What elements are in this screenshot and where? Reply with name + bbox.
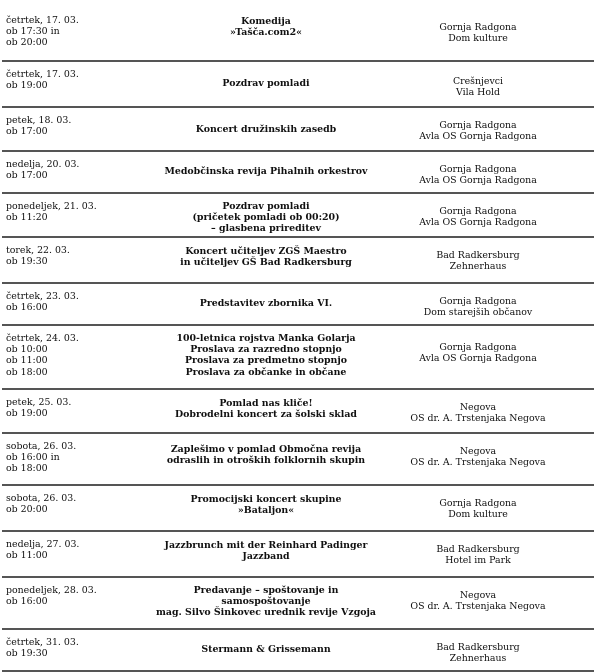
event-datetime: [6, 637, 79, 659]
event-title-line: Jazzbrunch mit der Reinhard Padinger: [164, 540, 368, 551]
venue-town: Negova: [459, 402, 497, 413]
event-time: ob 20:00: [6, 37, 48, 49]
event-date: nedelja, 27. 03.: [6, 539, 80, 550]
event-title-line: Pozdrav pomladi: [222, 78, 310, 89]
venue-place: Avla OS Gornja Radgona: [419, 217, 537, 229]
event-datetime: [6, 115, 71, 137]
event-row: [2, 14, 594, 62]
event-row: [2, 636, 594, 672]
event-date: nedelja, 20. 03.: [6, 159, 80, 170]
venue-town: Gornja Radgona: [439, 120, 517, 131]
event-datetime: [6, 291, 79, 313]
event-venue: [364, 402, 592, 424]
event-row: [2, 396, 594, 434]
event-row: [2, 290, 594, 326]
event-title-line: in učiteljev GŠ Bad Radkersburg: [180, 257, 352, 269]
event-title: [136, 124, 396, 135]
event-time: ob 17:00: [6, 170, 48, 182]
event-datetime: [6, 201, 97, 223]
event-time: ob 18:00: [6, 366, 48, 378]
event-title: [136, 540, 396, 562]
event-title: [136, 246, 396, 268]
event-venue: [364, 342, 592, 364]
event-time: ob 17:30 in: [6, 26, 60, 38]
event-title-line: odraslih in otroških folklornih skupin: [166, 455, 366, 467]
event-time: ob 11:00: [6, 355, 48, 367]
venue-town: Negova: [459, 590, 497, 601]
venue-town: Negova: [459, 446, 497, 457]
event-venue: [364, 544, 592, 566]
event-title-line: Promocijski koncert skupine: [190, 494, 342, 505]
event-date: četrtek, 17. 03.: [6, 15, 79, 26]
event-datetime: [6, 585, 97, 607]
event-title-line: 100-letnica rojstva Manka Golarja: [176, 333, 356, 344]
event-title-line: Medobčinska revija Pihalnih orkestrov: [164, 166, 368, 177]
event-time: ob 20:00: [6, 504, 48, 516]
event-venue: [364, 642, 592, 664]
event-row: [2, 158, 594, 194]
event-title: [136, 298, 396, 309]
venue-place: Zehnerhaus: [449, 653, 507, 665]
venue-place: Vila Hold: [456, 87, 500, 99]
event-title-line: Stermann & Grissemann: [201, 644, 331, 655]
venue-town: Gornja Radgona: [439, 206, 517, 217]
event-date: sobota, 26. 03.: [6, 441, 77, 452]
event-time: ob 16:00: [6, 302, 48, 314]
event-title-line: (pričetek pomladi ob 00:20): [192, 212, 340, 224]
event-time: ob 10:00: [6, 344, 48, 356]
event-title-line: Predavanje – spoštovanje in: [193, 585, 339, 596]
venue-place: OS dr. A. Trstenjaka Negova: [410, 413, 546, 425]
venue-place: OS dr. A. Trstenjaka Negova: [410, 601, 546, 613]
venue-town: Gornja Radgona: [439, 22, 517, 33]
event-time: ob 17:00: [6, 126, 48, 138]
event-title-line: Dobrodelni koncert za šolski sklad: [175, 409, 357, 421]
event-title-line: Komedija: [241, 16, 291, 27]
event-datetime: [6, 159, 79, 181]
event-row: [2, 244, 594, 284]
event-row: [2, 584, 594, 630]
venue-place: Zehnerhaus: [449, 261, 507, 273]
event-date: ponedeljek, 21. 03.: [6, 201, 97, 212]
event-venue: [364, 76, 592, 98]
event-row: [2, 114, 594, 152]
event-title: [136, 444, 396, 466]
event-title-line: »Tašča.com2«: [230, 27, 302, 39]
event-date: ponedeljek, 28. 03.: [6, 585, 97, 596]
event-date: četrtek, 23. 03.: [6, 291, 79, 302]
event-title-line: Koncert učiteljev ZGŠ Maestro: [185, 246, 347, 257]
event-venue: [364, 250, 592, 272]
event-time: ob 19:00: [6, 408, 48, 420]
venue-town: Gornja Radgona: [439, 296, 517, 307]
event-datetime: [6, 397, 71, 419]
venue-place: Avla OS Gornja Radgona: [419, 353, 537, 365]
event-title-line: – glasbena prireditev: [211, 223, 321, 235]
venue-town: Crešnjevci: [452, 76, 504, 87]
event-venue: [364, 498, 592, 520]
event-date: torek, 22. 03.: [6, 245, 70, 256]
event-row: [2, 200, 594, 238]
event-venue: [364, 120, 592, 142]
event-datetime: [6, 539, 79, 561]
event-title: [136, 78, 396, 89]
event-time: ob 19:00: [6, 80, 48, 92]
venue-town: Bad Radkersburg: [436, 642, 520, 653]
event-title-line: »Bataljon«: [237, 505, 295, 517]
event-title-line: Jazzband: [242, 551, 290, 563]
event-time: ob 11:20: [6, 212, 48, 224]
venue-place: Dom kulture: [448, 33, 508, 45]
event-venue: [364, 164, 592, 186]
venue-town: Bad Radkersburg: [436, 250, 520, 261]
venue-town: Gornja Radgona: [439, 164, 517, 175]
event-row: [2, 538, 594, 578]
event-datetime: [6, 493, 76, 515]
event-title-line: samospoštovanje: [221, 596, 311, 608]
event-title-line: mag. Silvo Šinkovec urednik revije Vzgoja: [155, 607, 377, 619]
event-time: ob 11:00: [6, 550, 48, 562]
event-schedule: [2, 14, 594, 672]
event-row: [2, 68, 594, 108]
event-datetime: [6, 333, 79, 378]
event-datetime: [6, 441, 76, 475]
event-title: [136, 333, 396, 378]
event-time: ob 16:00 in: [6, 452, 60, 464]
event-row: [2, 492, 594, 532]
event-venue: [364, 446, 592, 468]
event-title-line: Proslava za razredno stopnjo: [190, 344, 342, 356]
venue-place: Avla OS Gornja Radgona: [419, 175, 537, 187]
event-title: [136, 494, 396, 516]
venue-place: OS dr. A. Trstenjaka Negova: [410, 457, 546, 469]
event-date: petek, 18. 03.: [6, 115, 72, 126]
venue-place: Dom kulture: [448, 509, 508, 521]
event-title: [136, 166, 396, 177]
event-time: ob 19:30: [6, 648, 48, 660]
event-row: [2, 332, 594, 390]
event-date: četrtek, 17. 03.: [6, 69, 79, 80]
event-venue: [364, 206, 592, 228]
event-title-line: Proslava za predmetno stopnjo: [184, 355, 348, 367]
venue-place: Dom starejših občanov: [423, 307, 533, 319]
event-title-line: Koncert družinskih zasedb: [195, 124, 337, 135]
event-datetime: [6, 69, 79, 91]
event-title-line: Predstavitev zbornika VI.: [199, 298, 333, 309]
event-title-line: Pozdrav pomladi: [222, 201, 310, 212]
event-row: [2, 440, 594, 486]
event-venue: [364, 590, 592, 612]
event-datetime: [6, 15, 79, 49]
event-title: [136, 585, 396, 619]
venue-place: Hotel im Park: [445, 555, 511, 567]
event-title-line: Proslava za občanke in občane: [185, 366, 347, 378]
event-title-line: Zaplešimo v pomlad Območna revija: [170, 444, 362, 455]
event-title: [136, 398, 396, 420]
event-date: četrtek, 31. 03.: [6, 637, 79, 648]
event-time: ob 19:30: [6, 256, 48, 268]
event-date: sobota, 26. 03.: [6, 493, 77, 504]
event-date: petek, 25. 03.: [6, 397, 72, 408]
event-time: ob 18:00: [6, 463, 48, 475]
event-title: [136, 16, 396, 38]
event-title-line: Pomlad nas kliče!: [219, 398, 313, 409]
event-title: [136, 201, 396, 235]
event-venue: [364, 296, 592, 318]
venue-town: Gornja Radgona: [439, 342, 517, 353]
event-datetime: [6, 245, 70, 267]
event-time: ob 16:00: [6, 596, 48, 608]
event-venue: [364, 22, 592, 44]
venue-town: Gornja Radgona: [439, 498, 517, 509]
venue-place: Avla OS Gornja Radgona: [419, 131, 537, 143]
event-date: četrtek, 24. 03.: [6, 333, 79, 344]
venue-town: Bad Radkersburg: [436, 544, 520, 555]
